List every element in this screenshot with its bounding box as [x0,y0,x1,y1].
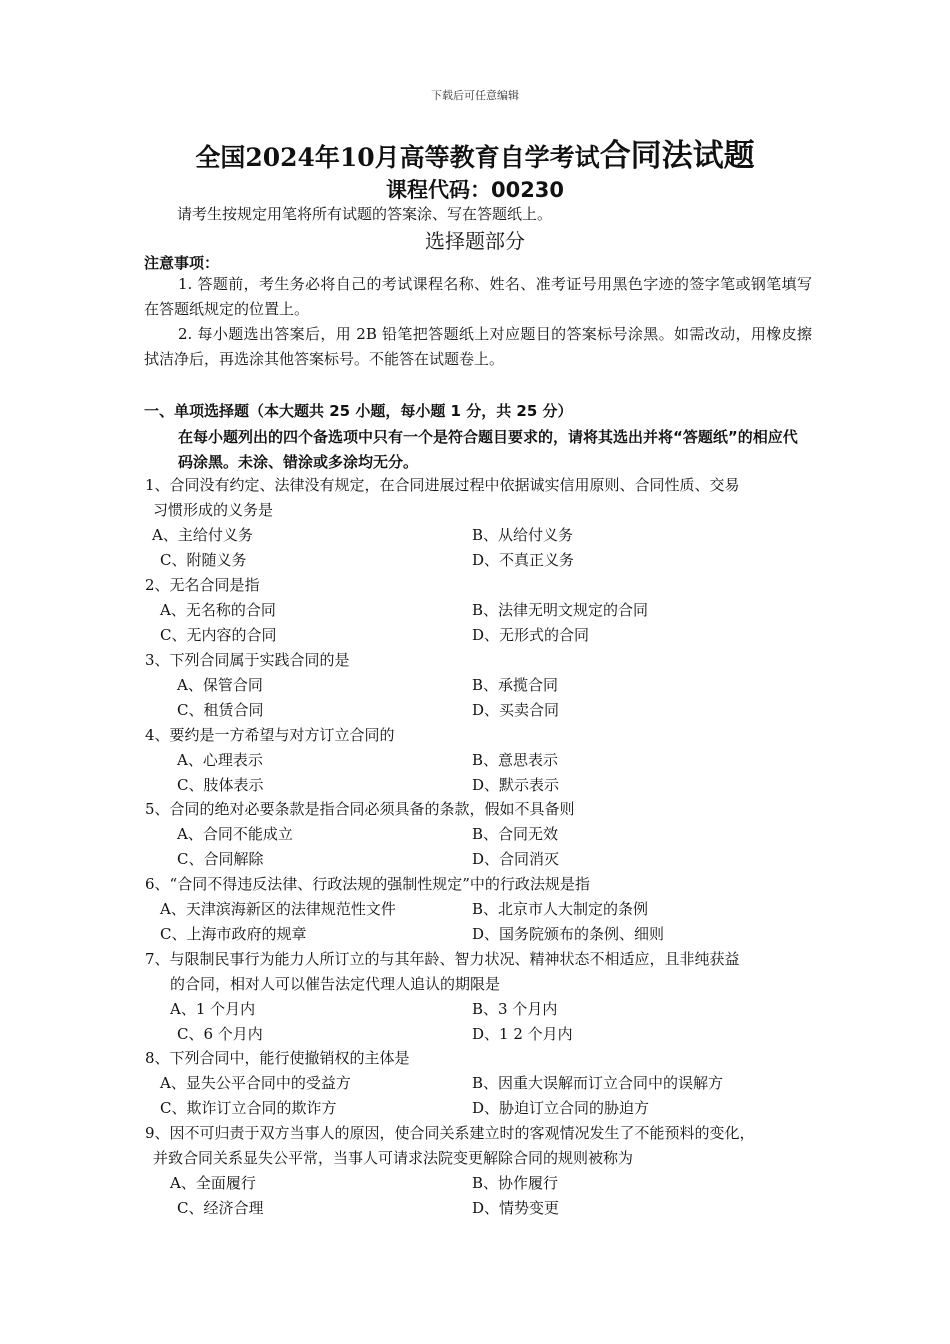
answer-option: B、意思表示 [472,751,559,769]
question-stem: 5、合同的绝对必要条款是指合同必须具备的条款，假如不具备则 [145,800,575,818]
answer-option: A、合同不能成立 [177,825,293,843]
exam-title-subject: 合同法试题 [599,138,755,174]
question-stem: 4、要约是一方希望与对方订立合同的 [145,726,395,744]
answer-option: B、协作履行 [472,1174,559,1192]
answer-option: D、合同消灭 [472,850,560,868]
question-stem: 1、合同没有约定、法律没有规定，在合同进展过程中依据诚实信用原则、合同性质、交易 [145,476,740,494]
answer-option: B、从给付义务 [472,526,574,544]
download-note: 下载后可任意编辑 [431,89,519,102]
answer-option: D、无形式的合同 [472,626,590,644]
question-stem: 2、无名合同是指 [145,576,260,594]
answer-option: A、全面履行 [170,1174,256,1192]
course-code: 课程代码：00230 [385,178,565,202]
part-instruction: 在每小题列出的四个备选项中只有一个是符合题目要求的，请将其选出并将“答题纸”的相应代码涂黑。未涂、错涂或多涂均无分。 [178,428,798,471]
answer-option: C、经济合理 [177,1199,264,1217]
question-stem: 的合同，相对人可以催告法定代理人追认的期限是 [170,975,501,993]
answer-option: C、6 个月内 [177,1025,263,1043]
answer-option: D、国务院颁布的条例、细则 [472,925,665,943]
question-stem: 7、与限制民事行为能力人所订立的与其年龄、智力状况、精神状态不相适应，且非纯获益 [145,950,740,968]
note-item: 1. 答题前，考生务必将自己的考试课程名称、姓名、准考证号用黑色字迹的签字笔或钢笔填写在答题纸规定的位置上。 [144,275,812,318]
answer-option: A、心理表示 [177,751,263,769]
question-stem: 8、下列合同中，能行使撤销权的主体是 [145,1049,410,1067]
question-stem: 3、下列合同属于实践合同的是 [145,651,350,669]
answer-option: B、承揽合同 [472,676,559,694]
answer-option: C、上海市政府的规章 [160,925,307,943]
answer-option: B、法律无明文规定的合同 [472,601,649,619]
answer-option: C、肢体表示 [177,776,264,794]
answer-option: B、北京市人大制定的条例 [472,900,649,918]
answer-option: A、显失公平合同中的受益方 [160,1074,351,1092]
answer-option: C、租赁合同 [177,701,264,719]
answer-option: C、无内容的合同 [160,626,277,644]
answer-option: D、不真正义务 [472,551,575,569]
answer-option: D、默示表示 [472,776,560,794]
answer-option: A、天津滨海新区的法律规范性文件 [160,900,396,918]
answer-option: B、合同无效 [472,825,559,843]
answer-option: C、附随义务 [160,551,247,569]
notes-title: 注意事项： [144,254,220,272]
answer-option: C、合同解除 [177,850,264,868]
exam-title [0,130,950,175]
question-stem: 9、因不可归责于双方当事人的原因，使合同关系建立时的客观情况发生了不能预料的变化， [145,1124,755,1142]
answer-option: D、1 2 个月内 [472,1025,573,1043]
question-stem: 习惯形成的义务是 [153,501,274,519]
answer-instruction: 请考生按规定用笔将所有试题的答案涂、写在答题纸上。 [177,205,553,223]
answer-option: D、买卖合同 [472,701,560,719]
part-title: 一、单项选择题（本大题共 25 小题，每小题 1 分，共 25 分） [144,402,573,420]
note-item: 2. 每小题选出答案后，用 2B 铅笔把答题纸上对应题目的答案标号涂黑。如需改动，用橡皮擦拭洁净后，再选涂其他答案标号。不能答在试题卷上。 [144,325,812,368]
answer-option: D、胁迫订立合同的胁迫方 [472,1099,650,1117]
answer-option: A、主给付义务 [152,526,253,544]
answer-option: A、无名称的合同 [160,601,276,619]
question-stem: 并致合同关系显失公平常，当事人可请求法院变更解除合同的规则被称为 [153,1149,634,1167]
exam-title-main: 全国2024年10月高等教育自学考试 [195,143,600,172]
answer-option: C、欺诈订立合同的欺诈方 [160,1099,337,1117]
answer-option: B、因重大误解而订立合同中的误解方 [472,1074,724,1092]
answer-option: A、保管合同 [177,676,263,694]
answer-option: A、1 个月内 [170,1000,256,1018]
question-stem: 6、“合同不得违反法律、行政法规的强制性规定”中的行政法规是指 [145,875,590,893]
section-heading: 选择题部分 [425,229,525,253]
answer-option: B、3 个月内 [472,1000,558,1018]
answer-option: D、情势变更 [472,1199,560,1217]
